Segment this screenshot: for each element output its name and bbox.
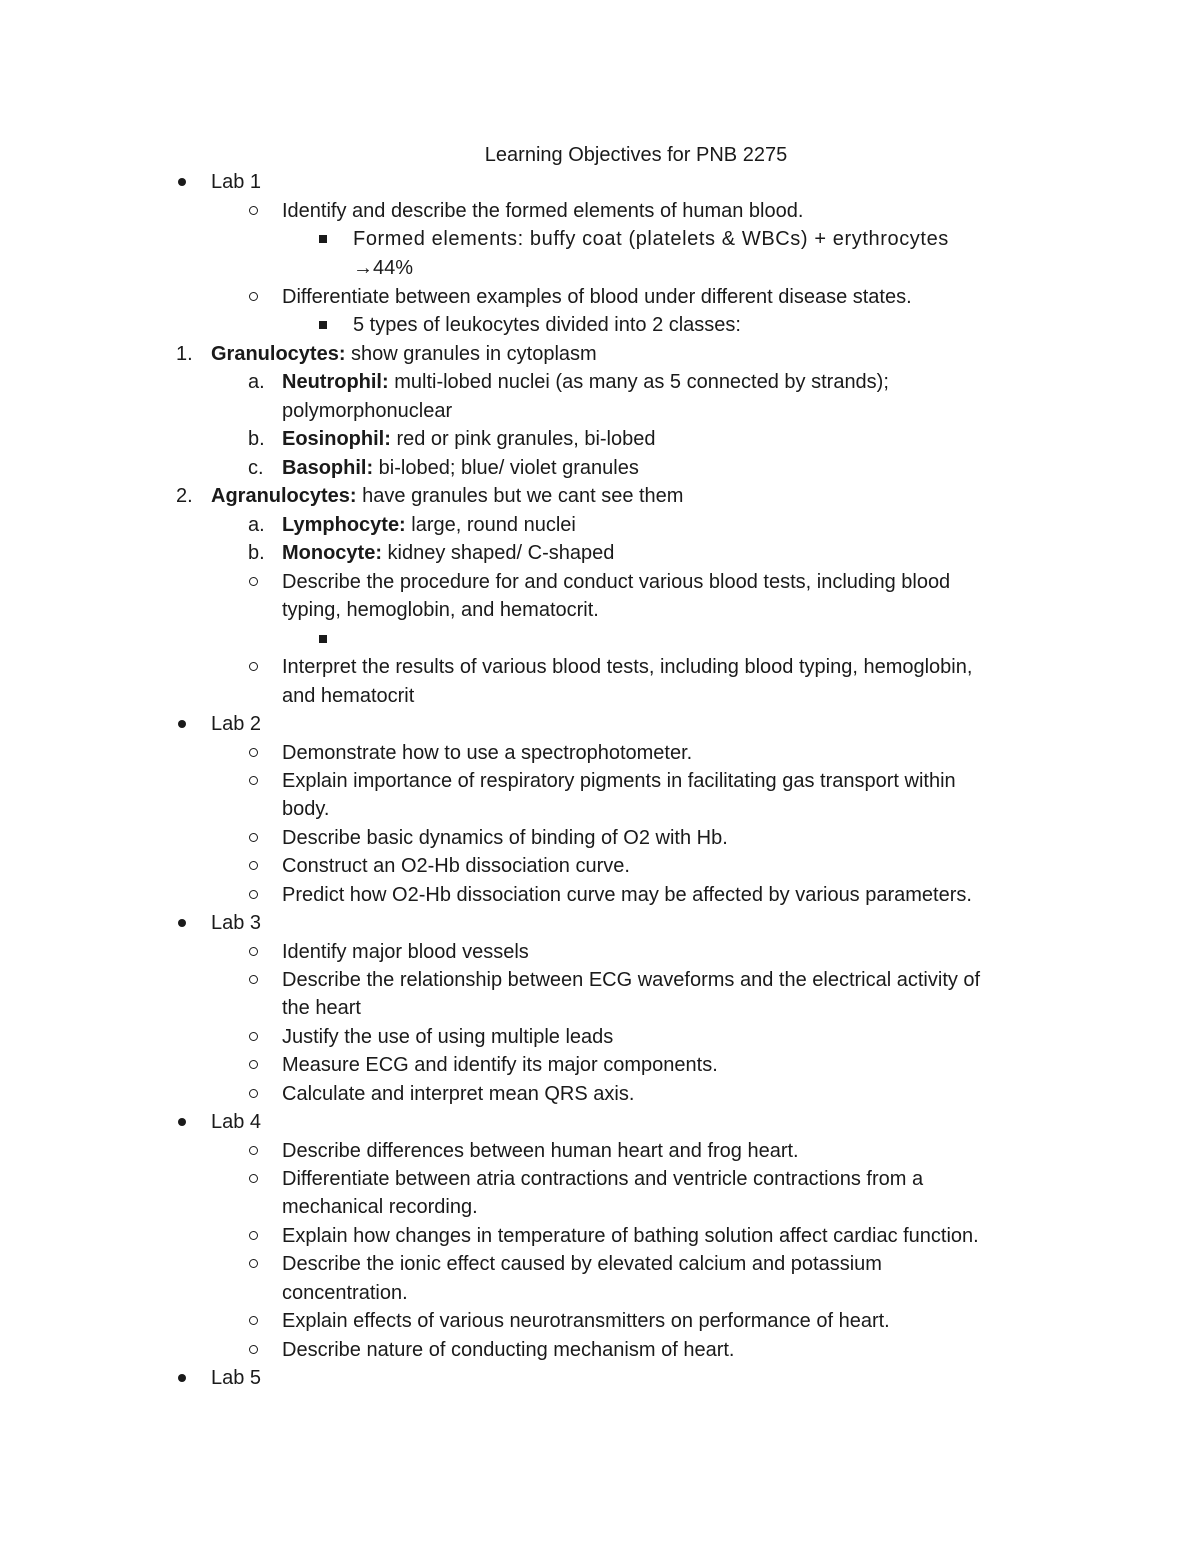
lab3-objective-1: Identify major blood vessels	[282, 941, 529, 963]
lab1-objective-3: Describe the procedure for and conduct various blood tests, including blood	[282, 571, 951, 593]
monocyte-term: Monocyte:	[282, 542, 382, 564]
list-number: 1.	[176, 343, 193, 365]
list-number: 2.	[176, 485, 193, 507]
list-letter: c.	[248, 457, 264, 479]
lab2-objective-4: Construct an O2-Hb dissociation curve.	[282, 855, 630, 877]
lab4-objective-6: Describe nature of conducting mechanism of heart.	[282, 1339, 735, 1361]
list-letter: a.	[248, 514, 265, 536]
bullet-ring-icon	[249, 852, 258, 870]
lab3-objective-3: Justify the use of using multiple leads	[282, 1026, 614, 1048]
lab1-objective-4: Interpret the results of various blood tests, including blood typing, hemoglobin,	[282, 656, 973, 678]
lab3-objective-4: Measure ECG and identify its major components.	[282, 1054, 718, 1076]
bullet-dot-icon	[178, 1364, 186, 1382]
bullet-ring-icon	[249, 1250, 258, 1268]
lab2-label: Lab 2	[211, 713, 262, 735]
bullet-ring-icon	[249, 1336, 258, 1354]
basophil-term: Basophil:	[282, 457, 374, 479]
list-letter: b.	[248, 542, 265, 564]
lymphocyte-desc: large, round nuclei	[405, 514, 576, 536]
lab2-objective-2-cont: body.	[282, 798, 330, 820]
basophil-desc: bi-lobed; blue/ violet granules	[373, 457, 639, 479]
bullet-ring-icon	[249, 938, 258, 956]
bullet-dot-icon	[178, 168, 186, 186]
lab1-formed-elements-percent: →44%	[353, 257, 414, 279]
granulocytes-item	[211, 340, 597, 368]
neutrophil-desc-cont: polymorphonuclear	[282, 400, 453, 422]
agranulocytes-item	[211, 482, 683, 510]
granulocytes-term: Granulocytes:	[211, 343, 346, 365]
lab4-objective-2: Differentiate between atria contractions and ventricle contractions from a	[282, 1168, 924, 1190]
bullet-square-icon	[319, 625, 327, 643]
list-letter: a.	[248, 371, 265, 393]
bullet-ring-icon	[249, 1222, 258, 1240]
granulocytes-desc: show granules in cytoplasm	[345, 343, 597, 365]
lab5-label: Lab 5	[211, 1367, 262, 1389]
bullet-ring-icon	[249, 1307, 258, 1325]
lab1-objective-4-cont: and hematocrit	[282, 685, 415, 707]
lab2-objective-2: Explain importance of respiratory pigments in facilitating gas transport within	[282, 770, 956, 792]
lab3-objective-2-cont: the heart	[282, 997, 361, 1019]
lab3-objective-2: Describe the relationship between ECG waveforms and the electrical activity of	[282, 969, 981, 991]
lab2-objective-1: Demonstrate how to use a spectrophotometer.	[282, 742, 693, 764]
bullet-ring-icon	[249, 881, 258, 899]
bullet-dot-icon	[178, 1108, 186, 1126]
list-letter: b.	[248, 428, 265, 450]
lab1-objective-3-cont: typing, hemoglobin, and hematocrit.	[282, 599, 599, 621]
bullet-ring-icon	[249, 767, 258, 785]
lab1-formed-elements: Formed elements: buffy coat (platelets & WBCs) + erythrocytes	[353, 228, 949, 250]
lab4-objective-2-cont: mechanical recording.	[282, 1196, 478, 1218]
lymphocyte-item	[282, 511, 576, 539]
document-title: Learning Objectives for PNB 2275	[484, 144, 788, 166]
lab3-objective-5: Calculate and interpret mean QRS axis.	[282, 1083, 635, 1105]
bullet-ring-icon	[249, 824, 258, 842]
neutrophil-item	[282, 368, 889, 396]
bullet-ring-icon	[249, 966, 258, 984]
neutrophil-term: Neutrophil:	[282, 371, 389, 393]
bullet-ring-icon	[249, 283, 258, 301]
lab4-objective-3: Explain how changes in temperature of bathing solution affect cardiac function.	[282, 1225, 979, 1247]
lab3-label: Lab 3	[211, 912, 262, 934]
lab1-leukocyte-types: 5 types of leukocytes divided into 2 classes:	[353, 314, 741, 336]
lab4-objective-1: Describe differences between human heart and frog heart.	[282, 1140, 799, 1162]
agranulocytes-desc: have granules but we cant see them	[356, 485, 684, 507]
bullet-ring-icon	[249, 1051, 258, 1069]
basophil-item	[282, 454, 639, 482]
monocyte-item	[282, 539, 614, 567]
lymphocyte-term: Lymphocyte:	[282, 514, 406, 536]
lab4-label: Lab 4	[211, 1111, 262, 1133]
bullet-square-icon	[319, 311, 327, 329]
lab1-objective-1: Identify and describe the formed elements of human blood.	[282, 200, 804, 222]
lab4-objective-5: Explain effects of various neurotransmitters on performance of heart.	[282, 1310, 890, 1332]
bullet-ring-icon	[249, 1137, 258, 1155]
bullet-dot-icon	[178, 909, 186, 927]
monocyte-desc: kidney shaped/ C-shaped	[382, 542, 615, 564]
bullet-ring-icon	[249, 1080, 258, 1098]
bullet-square-icon	[319, 225, 327, 243]
lab2-objective-3: Describe basic dynamics of binding of O2 with Hb.	[282, 827, 728, 849]
bullet-dot-icon	[178, 710, 186, 728]
bullet-ring-icon	[249, 568, 258, 586]
neutrophil-desc: multi-lobed nuclei (as many as 5 connected by strands);	[388, 371, 889, 393]
eosinophil-item	[282, 425, 656, 453]
bullet-ring-icon	[249, 1165, 258, 1183]
lab1-label: Lab 1	[211, 171, 262, 193]
agranulocytes-term: Agranulocytes:	[211, 485, 357, 507]
bullet-ring-icon	[249, 1023, 258, 1041]
eosinophil-desc: red or pink granules, bi-lobed	[390, 428, 656, 450]
lab2-objective-5: Predict how O2-Hb dissociation curve may be affected by various parameters.	[282, 884, 972, 906]
lab4-objective-4-cont: concentration.	[282, 1282, 408, 1304]
lab1-objective-2: Differentiate between examples of blood under different disease states.	[282, 286, 912, 308]
bullet-ring-icon	[249, 739, 258, 757]
lab4-objective-4: Describe the ionic effect caused by elevated calcium and potassium	[282, 1253, 882, 1275]
bullet-ring-icon	[249, 653, 258, 671]
eosinophil-term: Eosinophil:	[282, 428, 391, 450]
bullet-ring-icon	[249, 197, 258, 215]
